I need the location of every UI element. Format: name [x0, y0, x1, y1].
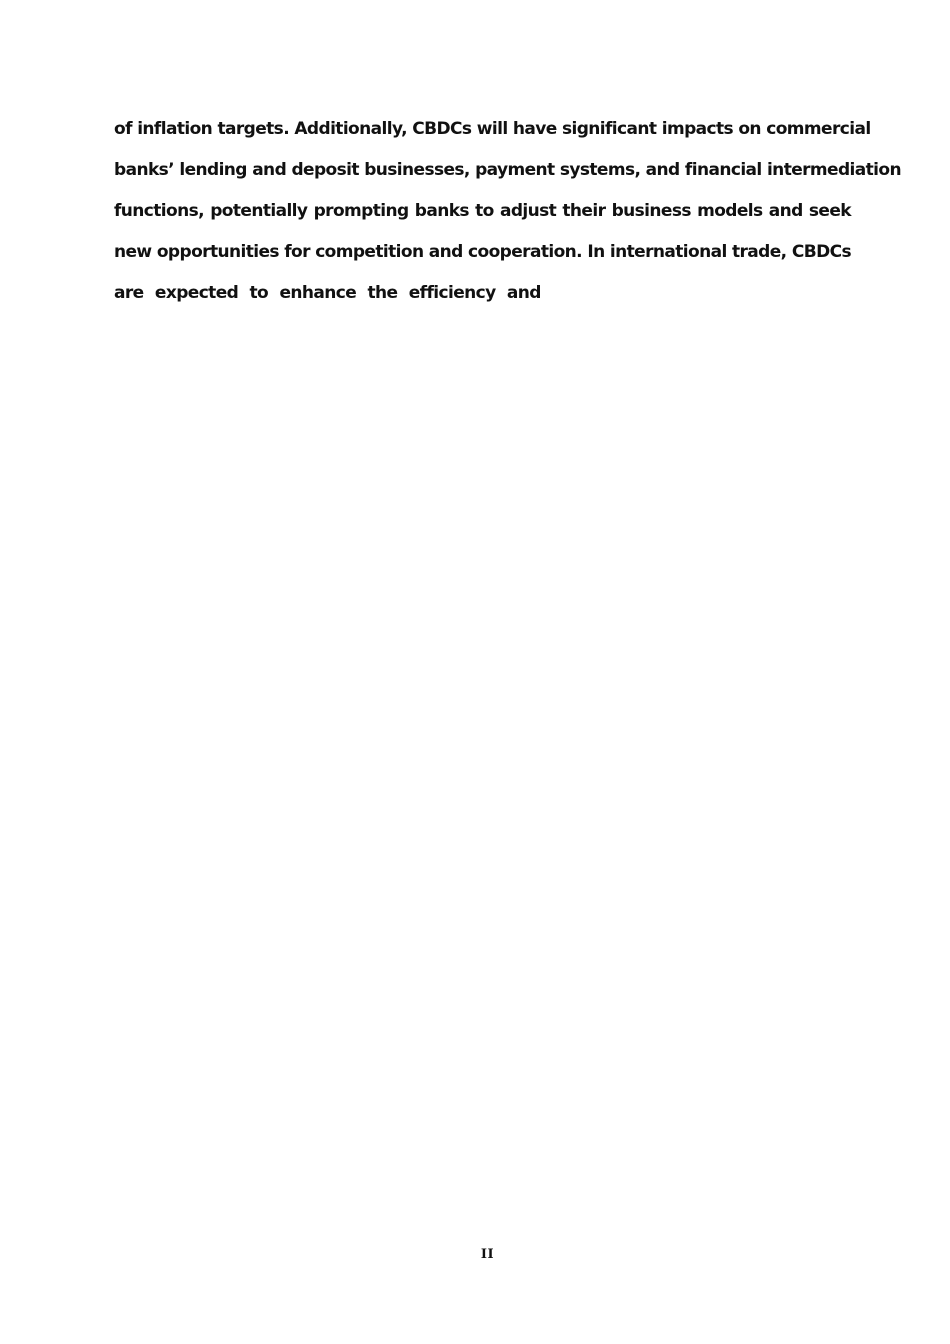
- page-number: II: [480, 1247, 495, 1262]
- paragraph-line-4: new opportunities for competition and cooperation. In international trade, CBDCs: [114, 242, 851, 262]
- paragraph-line-1: of inflation targets. Additionally, CBDCs will have significant impacts on commercial: [114, 119, 871, 139]
- paragraph-line-3: functions, potentially prompting banks to adjust their business models and seek: [114, 201, 851, 221]
- paragraph-line-2: banks’ lending and deposit businesses, payment systems, and financial intermediation: [114, 160, 901, 180]
- paragraph-line-5: are expected to enhance the efficiency and: [114, 283, 541, 303]
- body-paragraph: [114, 111, 901, 316]
